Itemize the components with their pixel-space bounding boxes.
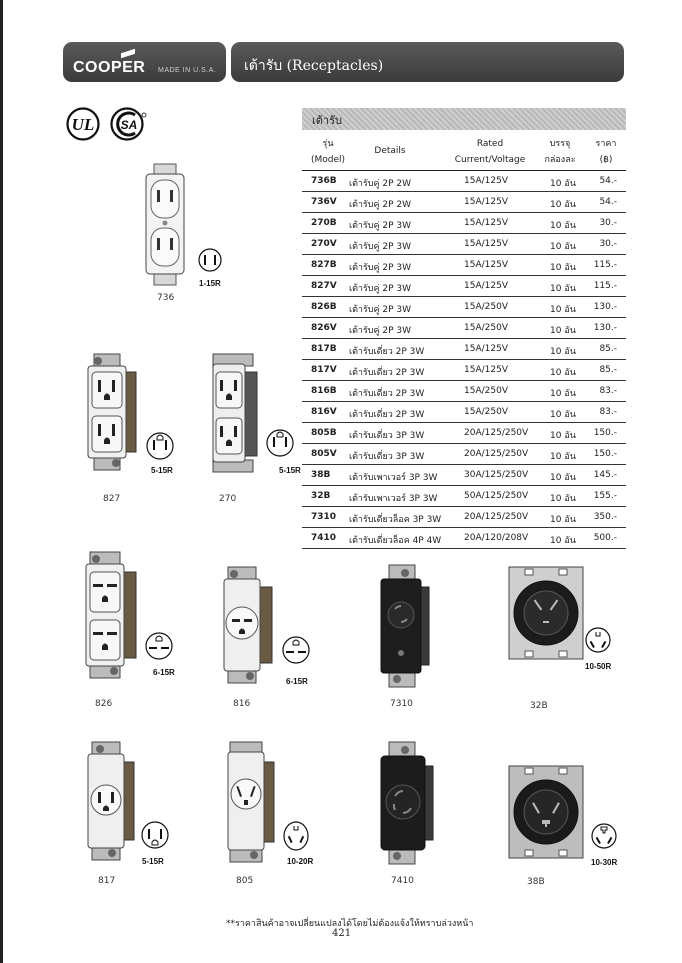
cell-detail: เต้ารับคู่ 2P 3W [349,221,412,231]
table-row [302,171,626,192]
brand-name: COOPER [73,59,146,76]
table-row [302,507,626,528]
plug-face-6-15r-icon [280,635,312,665]
cell-model: 826V [311,323,337,333]
price-disclaimer: **ราคาสินค้าอาจเปลี่ยนแปลงได้โดยไม่ต้องแจ้งให้ทราบล่วงหน้า [226,919,474,929]
cell-rated: 15A/250V [464,323,508,333]
table-row [302,234,626,255]
cell-pack: 10 อัน [550,305,576,315]
cell-pack: 10 อัน [550,263,576,273]
receptacle-805-image [222,740,278,864]
receptacle-736-image [140,162,190,287]
table-row [302,486,626,507]
cell-rated: 15A/250V [464,302,508,312]
cell-pack: 10 อัน [550,284,576,294]
cell-price: 150.- [593,428,617,438]
cell-price: 130.- [593,302,617,312]
receptacle-7310-image [375,563,435,689]
cell-price: 30.- [599,218,617,228]
cell-model: 805B [311,428,337,438]
cell-rated: 20A/125/250V [464,512,529,522]
product-caption: 816 [233,699,251,709]
plug-face-5-15r-icon [264,428,296,458]
product-caption: 7310 [390,699,413,709]
cell-price: 85.- [599,344,617,354]
cell-price: 54.- [599,197,617,207]
cell-model: 270V [311,239,337,249]
cell-model: 827V [311,281,337,291]
table-row [302,276,626,297]
ul-mark-text: UL [71,115,95,134]
product-caption: 826 [95,699,113,709]
cell-price: 54.- [599,176,617,186]
plug-type-label: 10-50R [585,662,612,671]
plug-type-label: 10-20R [287,857,314,866]
cell-model: 7310 [311,512,337,522]
cell-rated: 20A/125/250V [464,449,529,459]
table-row [302,360,626,381]
header-price-2: (฿) [599,155,613,165]
cell-model: 805V [311,449,337,459]
page-number: 421 [332,928,352,939]
cell-rated: 15A/125V [464,260,508,270]
cell-detail: เต้ารับเดี่ยวล็อค 3P 3W [349,515,442,525]
plug-face-6-15r-icon [143,631,175,661]
cell-price: 115.- [593,281,617,291]
cell-detail: เต้ารับคู่ 2P 2W [349,200,412,210]
table-row [302,318,626,339]
plug-type-label: 1-15R [199,279,221,288]
cell-detail: เต้ารับเพาเวอร์ 3P 3W [349,473,438,483]
table-row [302,297,626,318]
table-row [302,192,626,213]
cell-model: 736V [311,197,337,207]
cell-pack: 10 อัน [550,221,576,231]
cell-price: 500.- [593,533,617,543]
cell-price: 130.- [593,323,617,333]
table-banner [302,108,626,130]
table-row [302,465,626,486]
cell-pack: 10 อัน [550,452,576,462]
csa-mark-text: SA [120,118,138,132]
cell-price: 85.- [599,365,617,375]
receptacle-7410-image [375,740,439,866]
plug-type-label: 5-15R [151,466,173,475]
ul-listed-icon [66,107,100,141]
cell-detail: เต้ารับคู่ 2P 3W [349,263,412,273]
plug-face-10-20r-icon [281,818,311,854]
cell-rated: 15A/125V [464,365,508,375]
cell-pack: 10 อัน [550,410,576,420]
header-pack-1: บรรจุ [549,139,571,149]
cell-model: 826B [311,302,337,312]
cell-pack: 10 อัน [550,368,576,378]
cell-pack: 10 อัน [550,473,576,483]
product-caption: 805 [236,876,254,886]
header-details: Details [374,146,406,156]
receptacle-827-image [82,352,140,472]
page-edge-rule [0,0,3,963]
header-model-en: (Model) [310,155,346,165]
receptacle-817-image [82,740,138,862]
cell-pack: 10 อัน [550,326,576,336]
cell-rated: 30A/125/250V [464,470,529,480]
cell-detail: เต้ารับเดี่ยว 2P 3W [349,368,425,378]
cell-price: 115.- [593,260,617,270]
table-row [302,423,626,444]
cell-rated: 20A/125/250V [464,428,529,438]
cell-model: 817V [311,365,337,375]
plug-type-label: 10-30R [591,858,618,867]
cell-detail: เต้ารับคู่ 2P 2W [349,179,412,189]
made-in-label: MADE IN U.S.A. [158,67,217,74]
cell-detail: เต้ารับเดี่ยว 2P 3W [349,389,425,399]
cell-price: 150.- [593,449,617,459]
table-row [302,213,626,234]
cell-rated: 15A/125V [464,344,508,354]
cell-detail: เต้ารับคู่ 2P 3W [349,242,412,252]
table-row [302,444,626,465]
plug-face-10-50r-icon [584,625,612,655]
cell-rated: 15A/250V [464,386,508,396]
cell-detail: เต้ารับเดี่ยว 2P 3W [349,347,425,357]
plug-face-5-15r-icon [144,431,176,461]
cell-rated: 15A/125V [464,281,508,291]
receptacle-270-image [205,352,261,474]
cell-pack: 10 อัน [550,242,576,252]
receptacle-826-image [80,550,140,680]
product-caption: 270 [219,494,237,504]
cell-model: 736B [311,176,337,186]
table-banner-label: เต้ารับ [312,114,342,127]
cell-rated: 15A/125V [464,218,508,228]
section-title: เต้ารับ (Receptacles) [244,58,384,74]
cell-pack: 10 อัน [550,200,576,210]
cell-model: 270B [311,218,337,228]
product-caption: 38B [527,877,545,887]
header-price-1: ราคา [595,139,617,149]
plug-type-label: 6-15R [153,668,175,677]
header-model-th: รุ่น [322,139,334,149]
cell-price: 350.- [593,512,617,522]
receptacle-816-image [218,565,276,685]
product-caption: 827 [103,494,121,504]
cell-pack: 10 อัน [550,431,576,441]
cell-pack: 10 อัน [550,389,576,399]
table-row [302,255,626,276]
cell-detail: เต้ารับคู่ 2P 3W [349,305,412,315]
cell-model: 816B [311,386,337,396]
cell-pack: 10 อัน [550,347,576,357]
brand-logo-bar [63,42,226,82]
plug-face-1-15r-icon [195,247,225,273]
cell-model: 816V [311,407,337,417]
cell-rated: 15A/125V [464,239,508,249]
receptacle-38b-image [505,762,587,862]
csa-certified-icon [110,107,148,141]
cell-pack: 10 อัน [550,179,576,189]
header-pack-2: กล่องละ [544,155,576,165]
cell-detail: เต้ารับเดี่ยว 3P 3W [349,452,425,462]
cell-price: 155.- [593,491,617,501]
plug-face-5-15r-icon [139,820,171,850]
cell-detail: เต้ารับเพาเวอร์ 3P 3W [349,494,438,504]
cell-pack: 10 อัน [550,536,576,546]
cell-price: 145.- [593,470,617,480]
plug-face-10-30r-icon [590,820,618,852]
cell-price: 83.- [599,407,617,417]
table-row [302,381,626,402]
cell-pack: 10 อัน [550,515,576,525]
cell-rated: 50A/125/250V [464,491,529,501]
cell-model: 817B [311,344,337,354]
cell-rated: 15A/250V [464,407,508,417]
header-rated-2: Current/Voltage [454,155,526,165]
table-row [302,402,626,423]
receptacle-32b-image [505,563,587,663]
plug-type-label: 5-15R [142,857,164,866]
cell-model: 32B [311,491,331,501]
cell-detail: เต้ารับคู่ 2P 3W [349,284,412,294]
brand-logo-mark [121,49,135,59]
cell-rated: 15A/125V [464,197,508,207]
cell-detail: เต้ารับเดี่ยว 2P 3W [349,410,425,420]
section-title-bar [231,42,624,82]
cell-model: 7410 [311,533,337,543]
cell-model: 827B [311,260,337,270]
cell-detail: เต้ารับเดี่ยว 3P 3W [349,431,425,441]
plug-type-label: 5-15R [279,466,301,475]
table-row [302,339,626,360]
plug-type-label: 6-15R [286,677,308,686]
cell-pack: 10 อัน [550,494,576,504]
cell-detail: เต้ารับเดี่ยวล็อค 4P 4W [349,536,442,546]
product-caption: 7410 [391,876,414,886]
cell-detail: เต้ารับคู่ 2P 3W [349,326,412,336]
header-rated-1: Rated [476,139,504,149]
product-caption: 817 [98,876,116,886]
table-row [302,528,626,549]
cell-rated: 15A/125V [464,176,508,186]
cell-rated: 20A/120/208V [464,533,529,543]
product-caption: 736 [157,293,175,303]
product-caption: 32B [530,701,548,711]
cell-price: 30.- [599,239,617,249]
cell-price: 83.- [599,386,617,396]
cell-model: 38B [311,470,331,480]
